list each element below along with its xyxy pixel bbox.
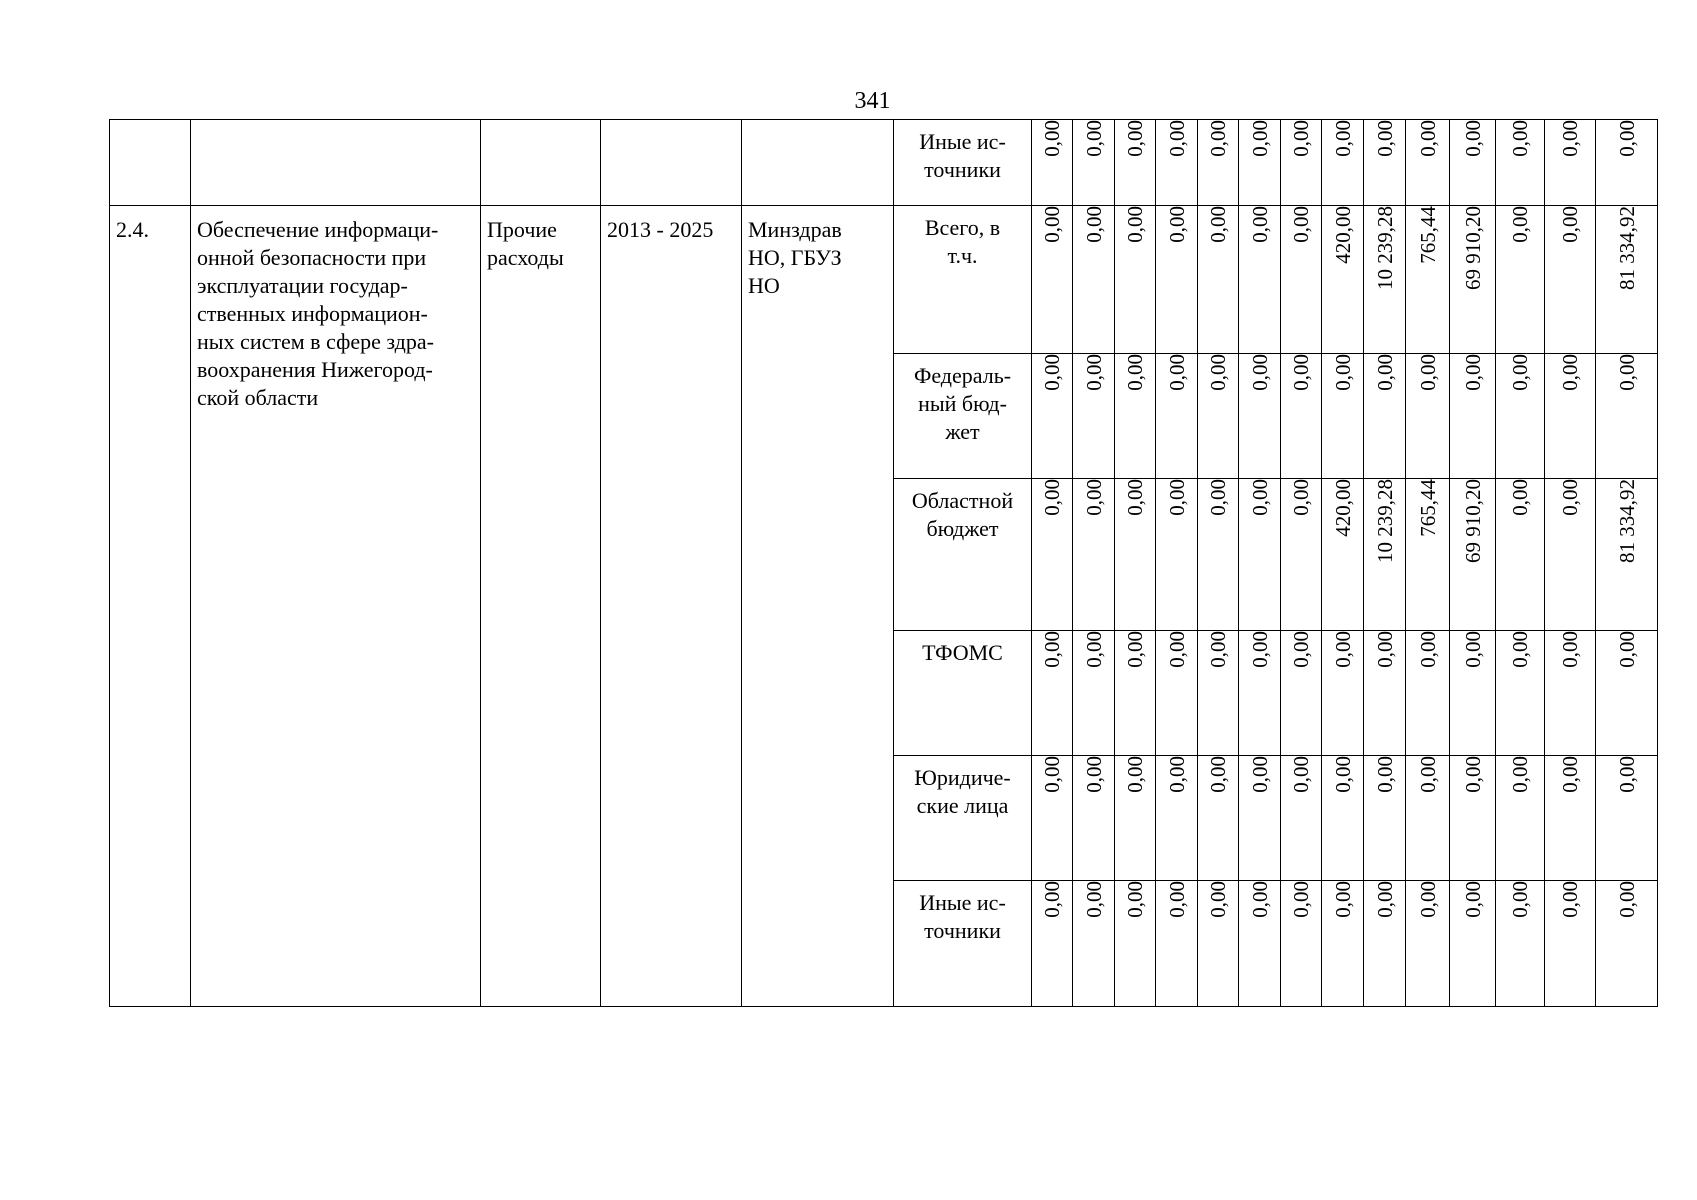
value-text: 0,00 [1040, 206, 1064, 243]
value-text: 0,00 [1508, 206, 1532, 243]
value-cell [1115, 631, 1156, 756]
period-cell [601, 206, 742, 1007]
value-text: 0,00 [1164, 479, 1189, 516]
value-cell [1545, 756, 1596, 881]
value-cell [1156, 479, 1198, 631]
value-cell [1322, 354, 1364, 479]
value-cell [1322, 881, 1364, 1007]
value-text: 0,00 [1247, 631, 1272, 668]
value-text: 0,00 [1247, 206, 1272, 243]
value-cell [1281, 120, 1322, 206]
value-cell [1032, 354, 1073, 479]
value-text: 0,00 [1164, 631, 1189, 668]
value-text: 0,00 [1123, 354, 1147, 391]
value-text: 0,00 [1415, 756, 1440, 793]
value-cell [1496, 631, 1545, 756]
value-cell [1596, 881, 1658, 1007]
value-cell [1364, 479, 1406, 631]
value-cell [1596, 631, 1658, 756]
value-cell [1322, 206, 1364, 354]
value-text: 0,00 [1081, 881, 1106, 918]
value-text: 0,00 [1330, 354, 1355, 391]
value-cell [1596, 206, 1658, 354]
value-text: 0,00 [1247, 354, 1272, 391]
value-text: 0,00 [1123, 631, 1147, 668]
value-text: 0,00 [1614, 756, 1639, 793]
value-cell [1115, 479, 1156, 631]
value-text: 0,00 [1289, 120, 1313, 157]
value-cell [1281, 354, 1322, 479]
value-cell [1198, 120, 1239, 206]
value-text: 0,00 [1508, 120, 1532, 157]
value-cell [1032, 756, 1073, 881]
value-text: 0,00 [1123, 479, 1147, 516]
value-text: 0,00 [1247, 756, 1272, 793]
value-cell [1115, 120, 1156, 206]
value-text: 0,00 [1247, 120, 1272, 157]
value-cell [1450, 354, 1496, 479]
value-text: 0,00 [1372, 631, 1397, 668]
value-cell [1281, 631, 1322, 756]
value-text: 0,00 [1081, 756, 1106, 793]
value-cell [1073, 631, 1115, 756]
funding-source-label: Областной бюджет [911, 488, 1014, 541]
value-cell [1239, 206, 1281, 354]
value-text: 0,00 [1289, 479, 1313, 516]
value-text: 0,00 [1123, 756, 1147, 793]
value-cell [1032, 881, 1073, 1007]
value-text: 0,00 [1558, 206, 1582, 243]
period-text: 2013 - 2025 [607, 217, 714, 242]
value-text: 69 910,20 [1460, 206, 1485, 290]
value-text: 0,00 [1460, 354, 1485, 391]
executor-cell [742, 206, 894, 1007]
value-text: 0,00 [1460, 120, 1485, 157]
value-text: 0,00 [1289, 354, 1313, 391]
value-cell [1596, 479, 1658, 631]
value-text: 0,00 [1614, 631, 1639, 668]
value-cell [1198, 354, 1239, 479]
value-text: 0,00 [1558, 354, 1582, 391]
value-cell [1545, 120, 1596, 206]
value-cell [1364, 120, 1406, 206]
item-number-cell [110, 206, 191, 1007]
table-row [110, 206, 1658, 354]
value-cell [1032, 631, 1073, 756]
value-cell [1406, 756, 1450, 881]
value-text: 0,00 [1614, 120, 1639, 157]
value-text: 0,00 [1558, 479, 1582, 516]
funding-source-cell [894, 479, 1032, 631]
value-cell [1450, 120, 1496, 206]
value-cell [1239, 881, 1281, 1007]
value-text: 0,00 [1206, 479, 1230, 516]
value-text: 0,00 [1206, 756, 1230, 793]
value-text: 0,00 [1040, 631, 1064, 668]
value-cell [1364, 881, 1406, 1007]
value-text: 81 334,92 [1614, 206, 1639, 290]
value-cell [1239, 479, 1281, 631]
value-cell [1496, 881, 1545, 1007]
value-cell [1406, 206, 1450, 354]
value-text: 0,00 [1508, 881, 1532, 918]
value-cell [1156, 120, 1198, 206]
value-text: 0,00 [1081, 354, 1106, 391]
value-text: 0,00 [1164, 120, 1189, 157]
value-cell [1239, 120, 1281, 206]
value-cell [1322, 479, 1364, 631]
value-text: 0,00 [1415, 631, 1440, 668]
value-text: 0,00 [1558, 631, 1582, 668]
value-text: 0,00 [1558, 756, 1582, 793]
value-text: 0,00 [1164, 756, 1189, 793]
funding-source-cell [894, 354, 1032, 479]
funding-source-cell [894, 881, 1032, 1007]
value-cell [1115, 756, 1156, 881]
value-text: 0,00 [1289, 206, 1313, 243]
value-cell [1198, 756, 1239, 881]
value-cell [1545, 206, 1596, 354]
empty-cell [742, 120, 894, 206]
value-text: 0,00 [1460, 881, 1485, 918]
value-cell [1406, 479, 1450, 631]
value-text: 0,00 [1289, 756, 1313, 793]
value-cell [1156, 354, 1198, 479]
item-name-text: Обеспечение информаци- онной безопасности при эксплуатации государ- ственных информацион- ных систем в сфере здра- воохранения Нижегород- ской области [197, 217, 439, 410]
value-cell [1450, 631, 1496, 756]
empty-cell [191, 120, 481, 206]
funding-source-label: Всего, в т.ч. [924, 215, 1001, 268]
funding-source-cell [894, 756, 1032, 881]
value-text: 0,00 [1040, 881, 1064, 918]
value-text: 0,00 [1415, 120, 1440, 157]
funding-source-cell [894, 206, 1032, 354]
value-text: 0,00 [1415, 354, 1440, 391]
value-cell [1239, 756, 1281, 881]
empty-cell [601, 120, 742, 206]
empty-cell [481, 120, 601, 206]
value-text: 10 239,28 [1372, 479, 1397, 563]
value-cell [1496, 120, 1545, 206]
value-text: 0,00 [1040, 479, 1064, 516]
value-cell [1156, 881, 1198, 1007]
item-name-cell [191, 206, 481, 1007]
value-text: 0,00 [1460, 756, 1485, 793]
value-text: 0,00 [1164, 354, 1189, 391]
value-text: 0,00 [1558, 120, 1582, 157]
value-cell [1364, 206, 1406, 354]
value-cell [1073, 479, 1115, 631]
value-cell [1450, 756, 1496, 881]
value-cell [1198, 631, 1239, 756]
value-cell [1156, 756, 1198, 881]
value-text: 0,00 [1040, 354, 1064, 391]
value-text: 0,00 [1330, 756, 1355, 793]
value-text: 0,00 [1081, 479, 1106, 516]
value-cell [1032, 206, 1073, 354]
value-text: 0,00 [1289, 881, 1313, 918]
value-text: 0,00 [1330, 881, 1355, 918]
value-cell [1496, 354, 1545, 479]
value-text: 0,00 [1508, 354, 1532, 391]
value-text: 10 239,28 [1372, 206, 1397, 290]
item-number-text: 2.4. [116, 217, 149, 242]
value-text: 0,00 [1614, 354, 1639, 391]
value-text: 0,00 [1247, 881, 1272, 918]
value-cell [1115, 354, 1156, 479]
value-cell [1198, 479, 1239, 631]
value-text: 0,00 [1040, 120, 1064, 157]
value-text: 420,00 [1330, 206, 1355, 264]
value-text: 0,00 [1206, 206, 1230, 243]
value-text: 0,00 [1081, 631, 1106, 668]
value-text: 0,00 [1206, 631, 1230, 668]
value-cell [1281, 756, 1322, 881]
value-text: 0,00 [1330, 120, 1355, 157]
value-cell [1545, 881, 1596, 1007]
value-text: 0,00 [1206, 120, 1230, 157]
value-cell [1322, 120, 1364, 206]
funding-source-cell [894, 120, 1032, 206]
value-text: 69 910,20 [1460, 479, 1485, 563]
expense-type-cell [481, 206, 601, 1007]
value-text: 0,00 [1123, 120, 1147, 157]
expense-type-text: Прочие расходы [487, 217, 564, 270]
funding-source-label: Федераль- ный бюд- жет [913, 363, 1012, 444]
value-text: 0,00 [1508, 479, 1532, 516]
value-cell [1115, 206, 1156, 354]
value-cell [1450, 206, 1496, 354]
value-cell [1156, 206, 1198, 354]
value-text: 420,00 [1330, 479, 1355, 537]
value-text: 0,00 [1508, 631, 1532, 668]
value-text: 0,00 [1415, 881, 1440, 918]
funding-source-label: Иные ис- точники [919, 129, 1006, 182]
value-cell [1364, 756, 1406, 881]
value-cell [1281, 479, 1322, 631]
value-text: 0,00 [1289, 631, 1313, 668]
value-text: 0,00 [1206, 881, 1230, 918]
value-text: 765,44 [1415, 206, 1440, 264]
value-text: 0,00 [1614, 881, 1639, 918]
value-text: 0,00 [1558, 881, 1582, 918]
value-text: 0,00 [1372, 881, 1397, 918]
value-text: 0,00 [1081, 206, 1106, 243]
value-cell [1322, 756, 1364, 881]
funding-source-cell [894, 631, 1032, 756]
value-text: 0,00 [1040, 756, 1064, 793]
value-cell [1364, 631, 1406, 756]
value-cell [1406, 631, 1450, 756]
table-row [110, 120, 1658, 206]
value-text: 0,00 [1330, 631, 1355, 668]
value-cell [1156, 631, 1198, 756]
value-cell [1545, 479, 1596, 631]
page-number: 341 [854, 88, 891, 114]
funding-source-label: ТФОМС [922, 640, 1003, 665]
value-cell [1596, 120, 1658, 206]
value-cell [1450, 479, 1496, 631]
value-text: 0,00 [1206, 354, 1230, 391]
funding-source-label: Иные ис- точники [919, 890, 1006, 943]
value-text: 765,44 [1415, 479, 1440, 537]
value-cell [1073, 756, 1115, 881]
value-cell [1596, 756, 1658, 881]
value-cell [1032, 479, 1073, 631]
value-text: 81 334,92 [1614, 479, 1639, 563]
value-text: 0,00 [1123, 881, 1147, 918]
value-cell [1239, 631, 1281, 756]
value-cell [1198, 881, 1239, 1007]
value-cell [1545, 631, 1596, 756]
value-cell [1496, 206, 1545, 354]
value-cell [1281, 881, 1322, 1007]
value-text: 0,00 [1460, 631, 1485, 668]
value-cell [1239, 354, 1281, 479]
value-text: 0,00 [1081, 120, 1106, 157]
value-text: 0,00 [1164, 206, 1189, 243]
value-cell [1073, 206, 1115, 354]
value-cell [1198, 206, 1239, 354]
funding-source-label: Юридиче- ские лица [914, 765, 1011, 818]
funding-table [109, 119, 1658, 1007]
value-cell [1496, 479, 1545, 631]
value-cell [1322, 631, 1364, 756]
value-cell [1281, 206, 1322, 354]
value-text: 0,00 [1372, 354, 1397, 391]
empty-cell [110, 120, 191, 206]
value-text: 0,00 [1372, 120, 1397, 157]
value-cell [1496, 756, 1545, 881]
value-cell [1073, 120, 1115, 206]
value-cell [1364, 354, 1406, 479]
value-cell [1406, 120, 1450, 206]
value-text: 0,00 [1247, 479, 1272, 516]
value-cell [1596, 354, 1658, 479]
value-cell [1406, 354, 1450, 479]
value-cell [1545, 354, 1596, 479]
value-cell [1073, 354, 1115, 479]
value-text: 0,00 [1164, 881, 1189, 918]
value-text: 0,00 [1508, 756, 1532, 793]
value-cell [1115, 881, 1156, 1007]
value-text: 0,00 [1123, 206, 1147, 243]
value-cell [1406, 881, 1450, 1007]
executor-text: Минздрав НО, ГБУЗ НО [748, 217, 842, 298]
value-cell [1032, 120, 1073, 206]
value-cell [1073, 881, 1115, 1007]
value-text: 0,00 [1372, 756, 1397, 793]
value-cell [1450, 881, 1496, 1007]
